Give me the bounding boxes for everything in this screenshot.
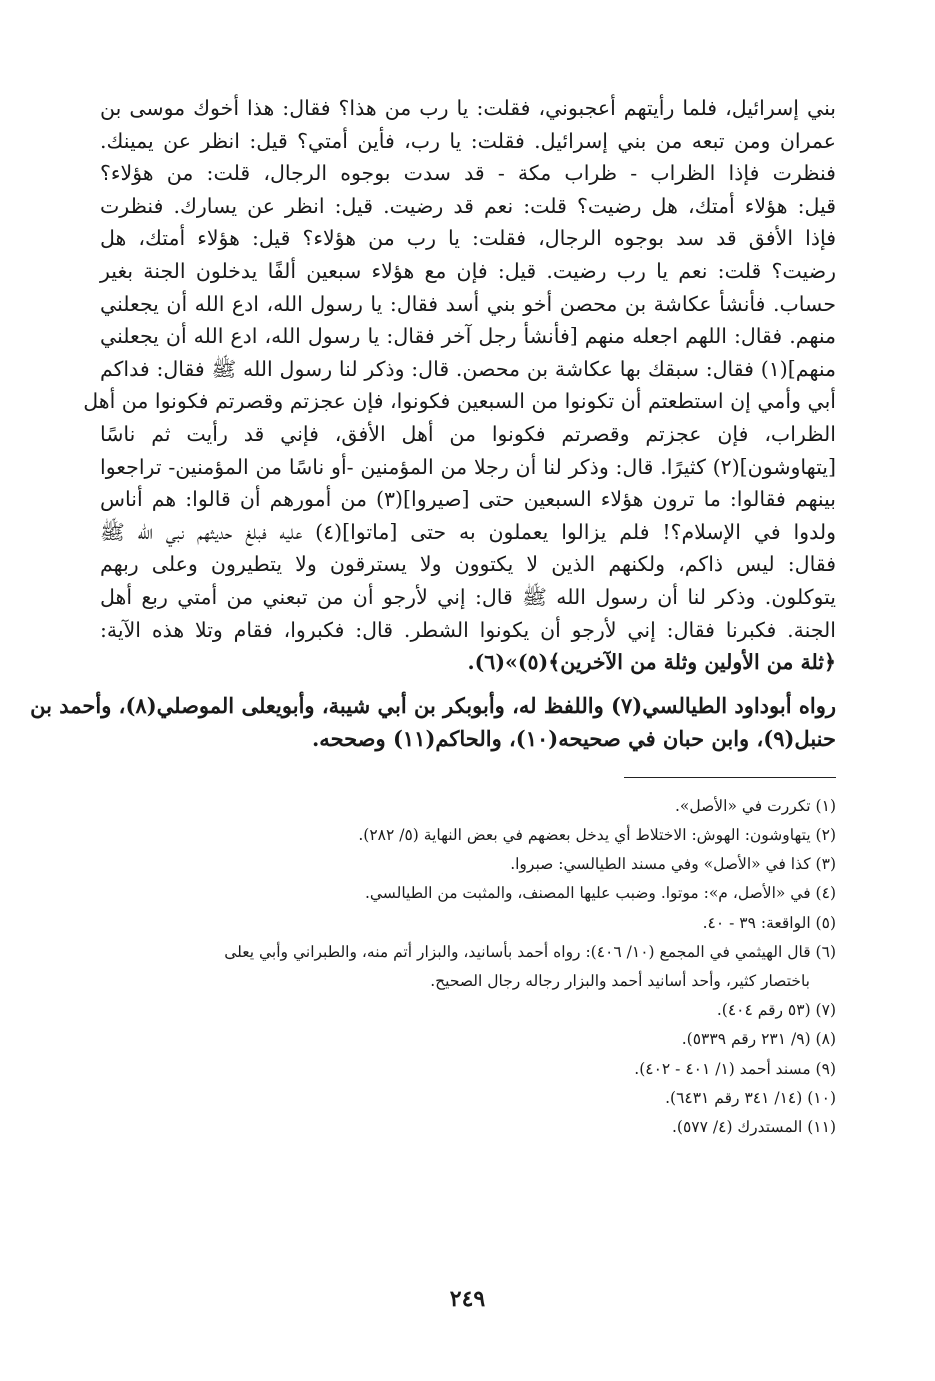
footnote: (٦) قال الهيثمي في المجمع (١٠/ ٤٠٦): رواه أحمد بأسانيد، والبزار أتم منه، والطبراني وأبي يعلى [224, 942, 836, 961]
footnote: (٣) كذا في «الأصل» وفي مسند الطيالسي: صبروا. [510, 855, 836, 874]
footnote: (١١) المستدرك (٤/ ٥٧٧). [671, 1117, 836, 1136]
body-line: ولدوا في الإسلام؟! فلم يزالوا يعملون به حتى [ماتوا](٤) عليه فبلغ حديثهم نبي الله ﷺ [100, 519, 836, 544]
footnote: (٤) في «الأصل، م»: موتوا. وضبب عليها المصنف، والمثبت من الطيالسي. [364, 884, 836, 903]
footnote: (٢) يتهاوشون: الهوش: الاختلاط أي يدخل بعضهم في بعض النهاية (٥/ ٢٨٢). [358, 825, 836, 844]
body-line: أبي وأمي إن استطعتم أن تكونوا من السبعين فكونوا، فإن عجزتم وقصرتم فكونوا من أهل [83, 389, 836, 414]
body-line: منهم](١) فقال: سبقك بها عكاشة بن محصن. قال: وذكر لنا رسول الله ﷺ فقال: فداكم [100, 356, 836, 381]
body-line: الظراب، فإن عجزتم وقصرتم فكونوا من أهل الأفق، فإني قد رأيت ثم ناسًا [100, 421, 836, 446]
body-line: الجنة. فكبرنا فقال: إني لأرجو أن يكونوا الشطر. قال: فكبروا، فقام وتلا هذه الآية: [100, 617, 836, 642]
page-content [30, 92, 836, 1142]
footnote-continuation: باختصار كثير، وأحد أسانيد أحمد والبزار رجاله رجال الصحيح. [430, 971, 810, 990]
body-line: بني إسرائيل، فلما رأيتهم أعجبوني، فقلت: يا رب من هذا؟ فقال: هذا أخوك موسى بن [100, 96, 836, 120]
body-line: عمران ومن تبعه من بني إسرائيل. فقلت: يا رب، فأين أمتي؟ قيل: انظر عن يمينك. [100, 128, 836, 153]
body-line: قيل: هؤلاء أمتك، هل رضيت؟ قلت: نعم قد رضيت. قيل: انظر عن يسارك. فنظرت [100, 193, 836, 218]
narration-line: رواه أبوداود الطيالسي(٧) واللفظ له، وأبوبكر بن أبي شيبة، وأبويعلى الموصلي(٨)، وأحمد بن [30, 692, 836, 718]
body-line: فقال: ليس ذاكم، ولكنهم الذين لا يكتوون ولا يسترقون ولا يتطيرون وعلى ربهم [100, 552, 836, 577]
narration-line: حنبل(٩)، وابن حبان في صحيحه(١٠)، والحاكم(١١) وصححه. [312, 725, 836, 751]
footnote: (٧) (٥٣ رقم ٤٠٤). [716, 1001, 836, 1020]
body-line: منهم. فقال: اللهم اجعله منهم [فأنشأ رجل آخر فقال: يا رسول الله، ادع الله أن يجعلني [100, 324, 836, 349]
body-line: [يتهاوشون](٢) كثيرًا. قال: وذكر لنا أن رجلا من المؤمنين -أو ناسًا من المؤمنين- تراجعوا [100, 454, 836, 479]
body-line: حساب. فأنشأ عكاشة بن محصن أخو بني أسد فقال: يا رسول الله، ادع الله أن يجعلني [100, 291, 836, 316]
body-line: فنظرت فإذا الظراب - ظراب مكة - قد سدت بوجوه الرجال، قلت: من هؤلاء؟ [100, 161, 836, 186]
footnote: (٥) الواقعة: ٣٩ - ٤٠. [702, 913, 836, 932]
body-line: فإذا الأفق قد سد بوجوه الرجال، فقلت: يا رب من هؤلاء؟ قيل: هؤلاء أمتك، هل [100, 226, 836, 251]
footnote: (٩) مسند أحمد (١/ ٤٠١ - ٤٠٢). [634, 1059, 836, 1078]
footnote: (١) تكررت في «الأصل». [675, 796, 836, 815]
narration-paragraph [30, 689, 836, 755]
quran-verse-line: ﴿ثلة من الأولين وثلة من الآخرين﴾(٥)»(٦). [467, 650, 836, 675]
footnotes-list [100, 792, 836, 1142]
body-line: رضيت؟ قلت: نعم يا رب رضيت. قيل: فإن مع هؤلاء سبعين ألفًا يدخلون الجنة بغير [100, 258, 836, 283]
body-line: بينهم فقالوا: ما ترون هؤلاء السبعين حتى [صيروا](٣) من أمورهم أن قالوا: هم أناس [100, 487, 836, 512]
footnote: (٨) (٩/ ٢٣١ رقم ٥٣٣٩). [681, 1030, 836, 1049]
page-number: ٢٤٩ [449, 1286, 486, 1312]
hadith-body [83, 92, 836, 679]
footnote-separator [624, 777, 836, 778]
body-line: يتوكلون. وذكر لنا أن رسول الله ﷺ قال: إني لأرجو أن من تبعني من أمتي ربع أهل [100, 584, 836, 609]
footnote: (١٠) (١٤/ ٣٤١ رقم ٦٤٣١). [665, 1088, 836, 1107]
